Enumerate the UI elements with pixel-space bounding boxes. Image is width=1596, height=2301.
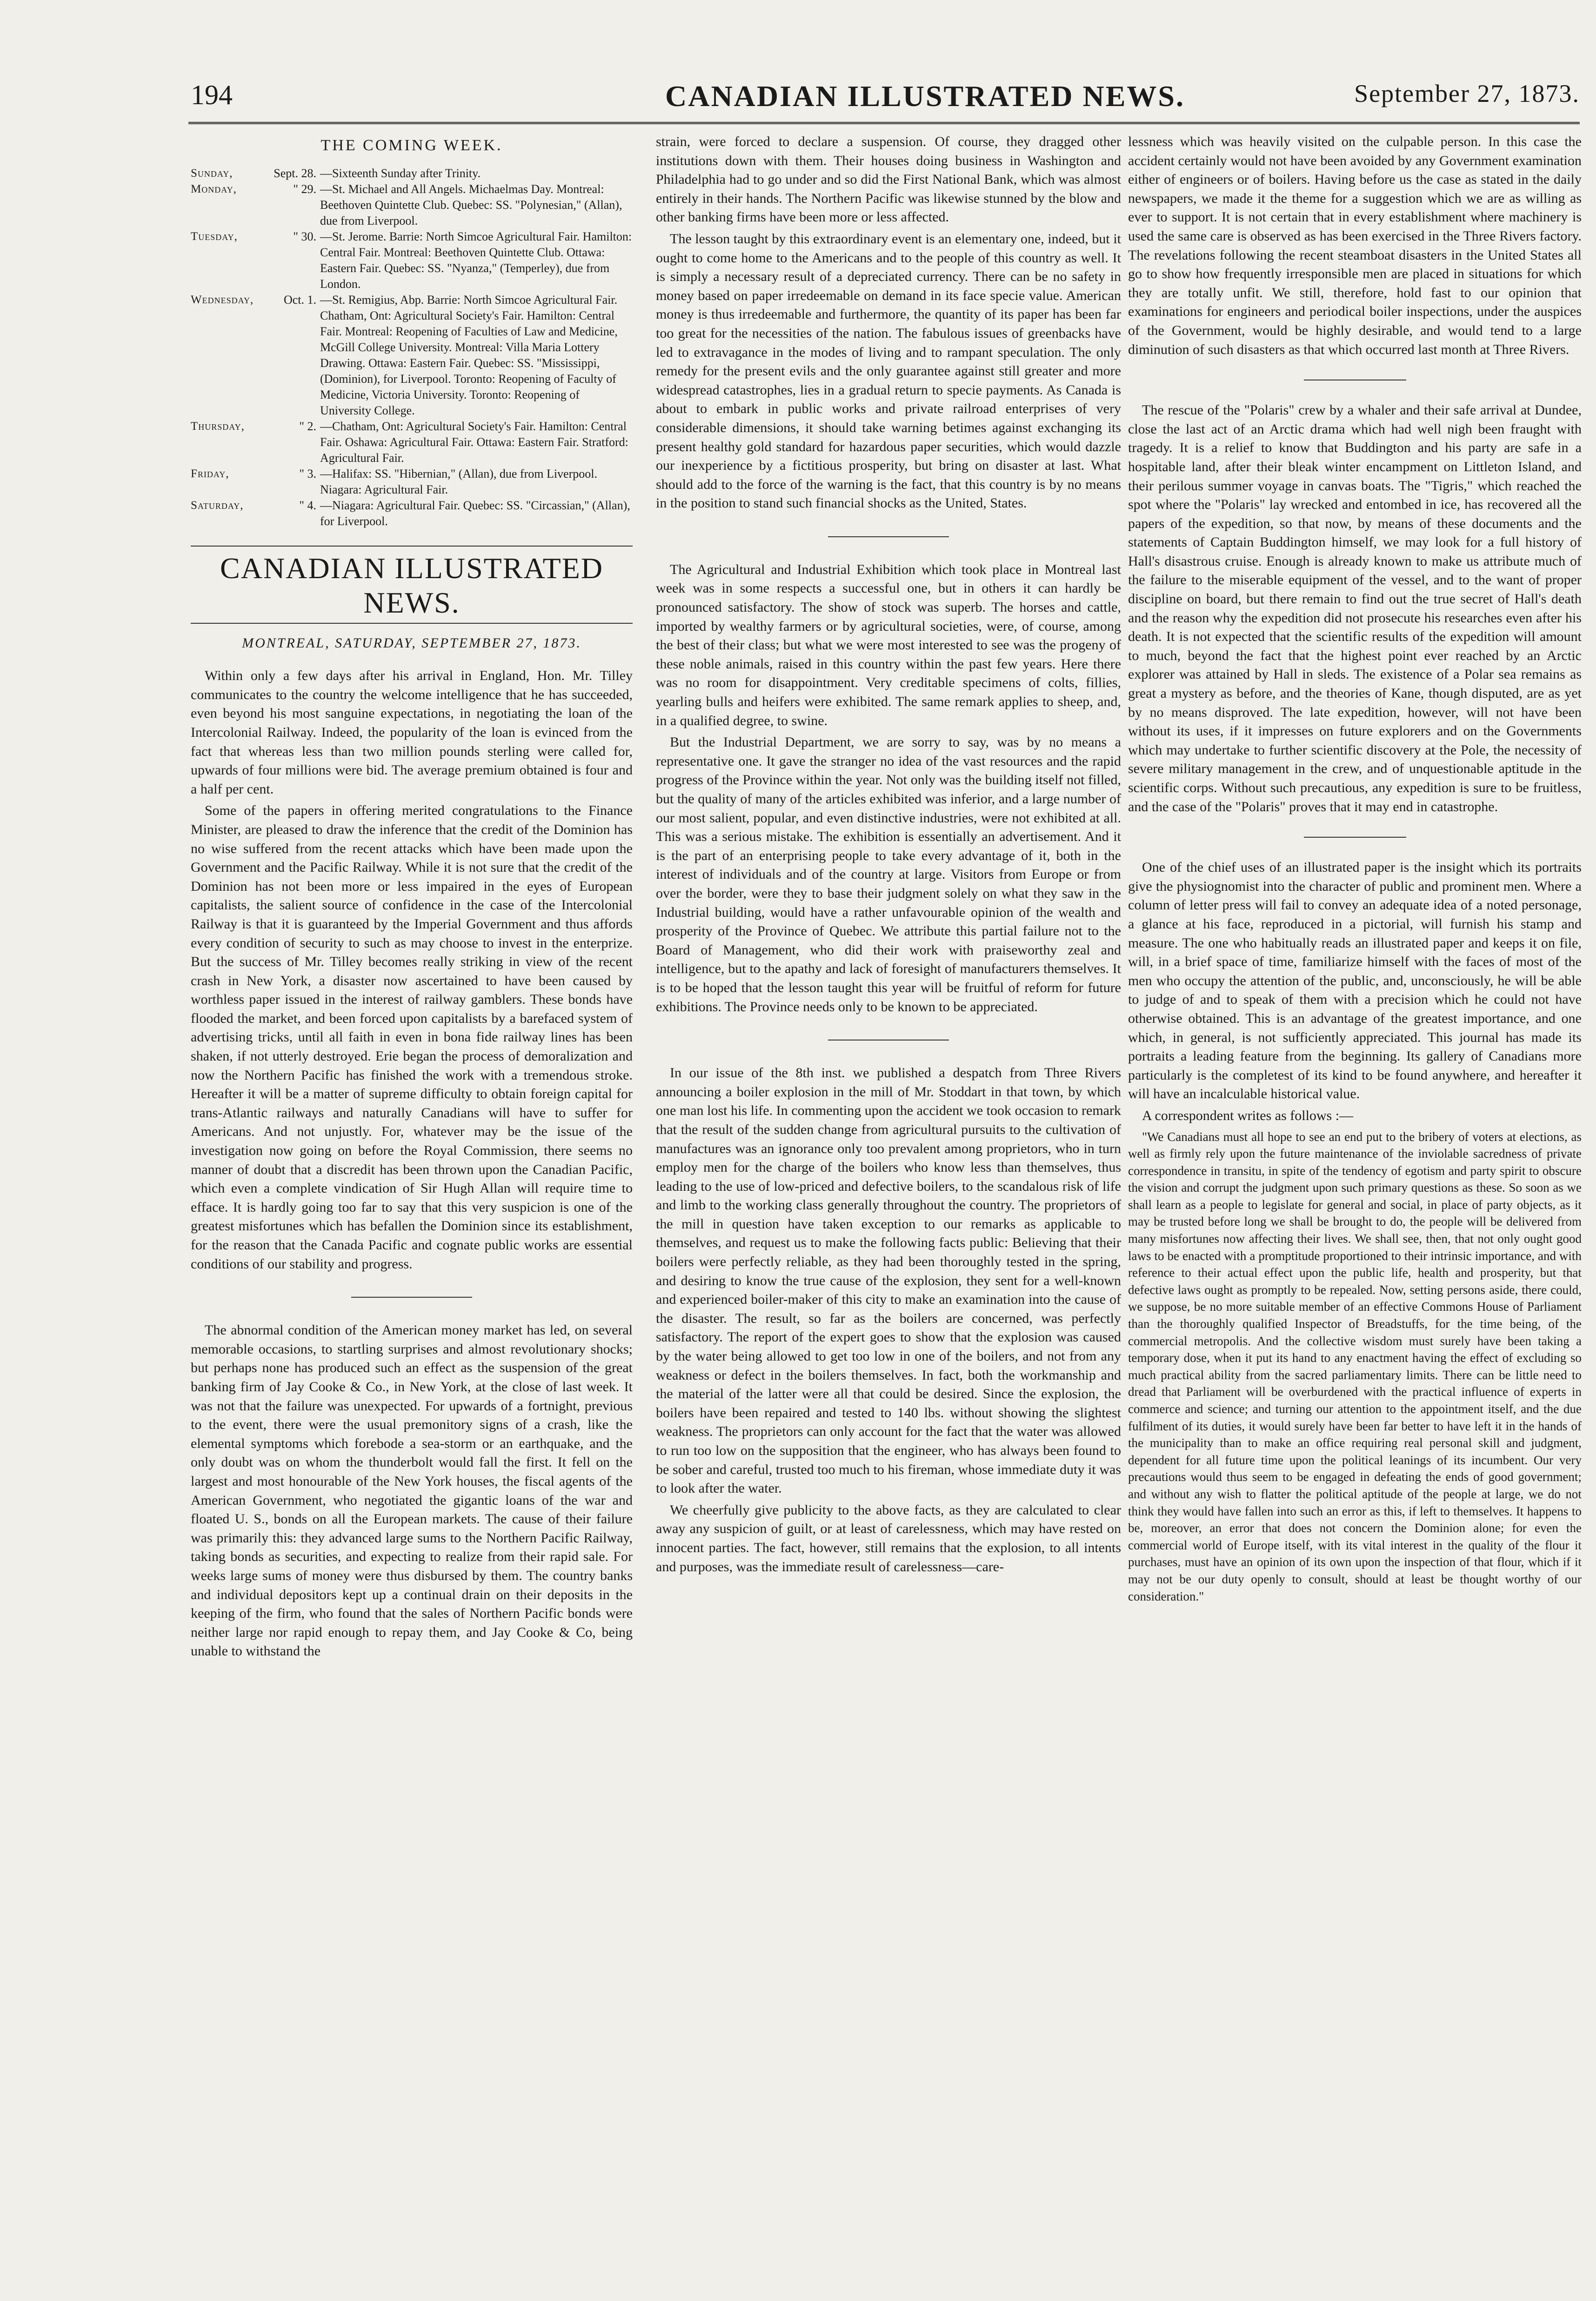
column-2 <box>656 133 1121 2281</box>
article-paragraph: The rescue of the "Polaris" crew by a whaler and their safe arrival at Dundee, close the last act of an Arctic drama which had well nigh been fraught with tragedy. It is a relief to know that Buddington and his party are safe in a hospitable land, after their bleak winter encampment on Littleton Island, and their perilous summer voyage in canvas boats. The "Tigris," which reached the spot where the "Polaris" lay wrecked and entombed in ice, has recovered all the papers of the expedition, so that now, by means of these documents and the statements of Captain Buddington himself, we may look for a full history of Hall's disastrous cruise. Enough is already known to make us attribute much of the failure to the miserable equipment of the vessel, and to the want of proper discipline on board, but there remain to find out the true secret of Hall's death and the reason why the expedition did not prosecute his researches even after his death. It is not expected that the scientific results of the expedition will amount to much, beyond the fact that the highest point ever reached by an Arctic explorer was attained by Hall in sleds. The existence of a Polar sea remains as great a mystery as before, and the theories of Kane, though disputed, are as yet by no means disproved. The late expedition, however, will not have been without its uses, if it impresses on future explorers and on the Governments which may undertake to further scientific discovery at the Pole, the necessity of severe military management in the crew, and of unquestionable aptitude in the scientific corps. Without such precautious, any expedition is sure to be fruitless, and the case of the "Polaris" proves that it may end in catastrophe. <box>1128 402 1582 814</box>
article-paragraph: lessness which was heavily visited on the culpable person. In this case the accident certainly would not have been avoided by any Government examination either of engineers or of boilers. Having before us the case as stated in the daily newspapers, we made it the theme for a suggestion which we are as willing as ever to support. It is not certain that in every establishment where machinery is used the same care is observed as has been exercised in the Three Rivers factory. The revelations following the recent steamboat disasters in the United States all go to show how frequently irresponsible men are placed in situations for which they are totally unfit. We still, therefore, hold fast to our opinion that examinations for engineers and periodical boiler inspections, under the auspices of the Government, would be highly desirable, and would tend to a large diminution of such disasters as that which occurred last month at Three Rivers. <box>1128 134 1582 357</box>
header-rule <box>188 122 1580 124</box>
dateline: MONTREAL, SATURDAY, SEPTEMBER 27, 1873. <box>242 635 581 651</box>
article-paragraph: In our issue of the 8th inst. we published a despatch from Three Rivers announcing a boiler explosion in the mill of Mr. Stoddart in that town, by which one man lost his life. In commenting upon the accident we took occasion to remark that the result of the sudden change from agricultural pursuits to the cultivation of manufactures was an ignorance only too prevalent among proprietors, who in turn employ men for the charge of the boilers who know less than themselves, thus leading to the use of low-priced and defective boilers, to the scandalous risk of life and limb to the working class generally throughout the country. The proprietors of the mill in question have taken exception to our remarks as applicable to themselves, and request us to make the following facts public: Believing that their boilers were perfectly reliable, as they had been thoroughly tested in the spring, and desiring to know the true cause of the explosion, they sent for a well-known and experienced boiler-maker of this city to make an examination into the cause of the disaster. The result, so far as the boilers are concerned, was perfectly satisfactory. The report of the expert goes to show that the explosion was caused by the water being allowed to get too low in one of the boilers, and not from any weakness or defect in the boilers themselves. In fact, both the workmanship and the material of the latter were all that could be desired. Since the explosion, the boilers have been repaired and tested to 140 lbs. without showing the slightest weakness. The proprietors can only account for the fact that the water was allowed to run too low on the supposition that the engineer, who has always been found to be sober and careful, trusted too much to his fireman, whose immediate duty it was to look after the water. <box>656 1065 1121 1496</box>
issue-date: September 27, 1873. <box>1354 80 1580 107</box>
article-paragraph: The Agricultural and Industrial Exhibition which took place in Montreal last week was in some respects a successful one, but in others it can hardly be pronounced satisfactory. The show of stock was superb. The horses and cattle, imported by wealthy farmers or by agricultural societies, were, of course, among the best of their class; but what we were most interested to see was the progeny of these noble animals, raised in this country within the past few years. Here there was no room for disappointment. Very creditable specimens of colts, fillies, yearling bulls and heifers were exhibited. The same remark applies to sheep, and, in a qualified degree, to swine. <box>656 561 1121 728</box>
table-row: Friday, " 3. —Halifax: SS. "Hibernian," (Allan), due from Liverpool. Niagara: Agricultural Fair. <box>191 467 597 496</box>
coming-week-table <box>191 166 633 529</box>
table-row: Saturday, " 4. —Niagara: Agricultural Fair. Quebec: SS. "Circassian," (Allan), for Liverpool. <box>191 498 630 528</box>
table-row: Monday, " 29. —St. Michael and All Angels. Michaelmas Day. Montreal: Beethoven Quintette Club. Quebec: SS. "Polynesian," (Allan), due from Liverpool. <box>191 182 622 227</box>
table-row: Sunday, Sept. 28. —Sixteenth Sunday after Trinity. <box>191 166 481 180</box>
section-divider <box>828 536 949 537</box>
masthead: CANADIAN ILLUSTRATED NEWS. <box>191 546 633 624</box>
running-header <box>191 79 1580 121</box>
article-paragraph: Some of the papers in offering merited congratulations to the Finance Minister, are pleased to draw the inference that the credit of the Dominion has no wise suffered from the recent attacks which have been made upon the Government and the Pacific Railway. While it is not sure that the credit of the Dominion has not been more or less impaired in the eyes of European capitalists, the salient source of confidence in the case of the Intercolonial Railway is that it is guaranteed by the Imperial Government and thus affords every condition of security to such as may choose to invest in the enterprize. But the success of Mr. Tilley becomes really striking in view of the recent crash in New York, a disaster now ascertained to have been caused by worthless paper issued in the interest of railway gamblers. These bonds have flooded the market, and been forced upon capitalists by a barefaced system of advertising tricks, until all faith in even in bona fide railway lines has been shaken, if not utterly destroyed. Erie began the process of demoralization and now the Northern Pacific has finished the work with a tremendous stroke. Hereafter it will be a matter of supreme difficulty to obtain foreign capital for trans-Atlantic railways and naturally Canadians will have to suffer for Americans. And not unjustly. For, whatever may be the issue of the investigation now going on before the Royal Commission, there seems no manner of doubt that a discredit has been thrown upon the Canadian Pacific, which even a complete vindication of Sir Hugh Allan will require time to efface. It is hardly going too far to say that this very suspicion is one of the greatest misfortunes which has befallen the Dominion since its establishment, for the reason that the Canada Pacific and cognate public works are essential conditions of our stability and progress. <box>191 803 633 1272</box>
article-paragraph: Within only a few days after his arrival in England, Hon. Mr. Tilley communicates to the country the welcome intelligence that he has succeeded, even beyond his most sanguine expectations, in negotiating the loan of the Intercolonial Railway. Indeed, the popularity of the loan is evinced from the fact that whereas less than two million pounds sterling were called for, upwards of four millions were bid. The average premium obtained is four and a half per cent. <box>191 668 633 797</box>
column-1 <box>191 133 633 2281</box>
correspondent-letter <box>1128 1128 1582 1605</box>
coming-week-heading: THE COMING WEEK. <box>321 137 503 154</box>
article-paragraph: The abnormal condition of the American money market has led, on several memorable occasions, to startling surprises and almost revolutionary shocks; but perhaps none has produced such an effect as the suspension of the great banking firm of Jay Cooke & Co., in New York, at the close of last week. It was not that the failure was unexpected. For upwards of a fortnight, previous to the event, there were the usual premonitory signs of a crash, like the elemental symptoms which forebode a sea-storm or an earthquake, and the only doubt was on whom the thunderbolt would fall the first. It fell on the largest and most honourable of the New York houses, the fiscal agents of the American Government, who negotiated the gigantic loans of the war and floated U. S., bonds on all the European markets. The cause of their failure was primarily this: they advanced large sums to the Northern Pacific Railway, taking bonds as securities, and expecting to realize from their rapid sale. For weeks large sums of money were thus disbursed by them. The country banks and individual depositors kept up a continual drain on their deposits in the keeping of the firm, who found that the sales of Northern Pacific bonds were neither large nor rapid enough to repay them, and Jay Cooke & Co, being unable to withstand the <box>191 1322 633 1659</box>
section-divider <box>1304 837 1406 838</box>
article-paragraph: A correspondent writes as follows :— <box>1142 1107 1354 1123</box>
table-row: Thursday, " 2. —Chatham, Ont: Agricultural Society's Fair. Hamilton: Central Fair. Oshawa: Agricultural Fair. Ottawa: Eastern Fair. Stratford: Agricultural Fair. <box>191 419 628 465</box>
article-paragraph: strain, were forced to declare a suspension. Of course, they dragged other institutions down with them. Their houses doing business in Washington and Philadelphia had to go under and so did the First National Bank, which was almost entirely in their hands. The Northern Pacific was likewise stunned by the blow and other banking firms have been more or less affected. <box>656 134 1121 225</box>
section-divider <box>351 1297 472 1298</box>
running-title: CANADIAN ILLUSTRATED NEWS. <box>665 80 1185 113</box>
article-paragraph: The lesson taught by this extraordinary event is an elementary one, indeed, but it ought to come home to the Americans and to the people of this country as well. It is simply a necessary result of a depreciated currency. There can be no safety in money based on paper irredeemable on demand in its face specie value. American money is thus irredeemable and furthermore, the quantity of its paper has been far too great for the necessities of the nation. The fabulous issues of greenbacks have led to extravagance in the modes of living and to rampant speculation. The only remedy for the present evils and the only guarantee against still greater and more widespread catastrophes, lies in a gradual return to specie payments. As Canada is about to embark in public works and private railroad enterprises of very considerable dimensions, it should take warning betimes against exchanging its present healthy gold standard for hazardous paper securities, which would dazzle our inexperience by a fictitious prosperity, but bring on disaster at last. What should add to the force of the warning is the fact, that this country is by no means in the position to stand such financial shocks as the United, States. <box>656 231 1121 511</box>
table-row: Tuesday, " 30. —St. Jerome. Barrie: North Simcoe Agricultural Fair. Hamilton: Central Fair. Montreal: Beethoven Quintette Club. Ottawa: Eastern Fair. Quebec: SS. "Nyanza," (Temperley), due from London. <box>191 229 632 291</box>
page-number: 194 <box>191 80 233 110</box>
table-row: Wednesday, Oct. 1. —St. Remigius, Abp. Barrie: North Simcoe Agricultural Fair. Chatham, Ont: Agricultural Society's Fair. Hamilton: Central Fair. Montreal: Reopening of Faculties of Law and Medicine, McGill College University. Montreal: Villa Maria Lottery Drawing. Ottawa: Eastern Fair. Quebec: SS. "Mississippi, (Dominion), for Liverpool. Toronto: Reopening of Faculty of Medicine, Victoria University. Toronto: Reopening of University College. <box>191 293 618 417</box>
article-paragraph: But the Industrial Department, we are sorry to say, was by no means a representative one. It gave the stranger no idea of the vast resources and the rapid progress of the Province within the year. Not only was the building itself not filled, but the quality of many of the articles exhibited was inferior, and a large number of our most salient, popular, and even distinctive industries, were not exhibited at all. This was a serious mistake. The exhibition is essentially an advertisement. And it is the part of an enterprising people to take every advantage of it, both in the interest of individuals and of the country at large. Visitors from Europe or from over the border, were they to base their judgment solely on what they saw in the Industrial building, would have a rather unfavourable opinion of the wealth and prosperity of the Province of Quebec. We attribute this partial failure not to the Board of Management, who did their work with praiseworthy zeal and intelligence, but to the apathy and lack of foresight of manufacturers themselves. It is to be hoped that the lesson taught this year will be fruitful of reform for future exhibitions. The Province needs only to be known to be appreciated. <box>656 734 1121 1014</box>
article-paragraph: We cheerfully give publicity to the above facts, as they are calculated to clear away any suspicion of guilt, or at least of carelessness, which may have rested on innocent parties. The fact, however, still remains that the explosion, to all intents and purposes, was the immediate result of carelessness—care- <box>656 1502 1121 1574</box>
letter-text: "We Canadians must all hope to see an end put to the bribery of voters at elections, as well as firmly rely upon the future maintenance of the inviolable sacredness of private correspondence in transitu, in spite of the tendency of egotism and party spirit to obscure the vision and corrupt the judgment upon such primary questions as these. So soon as we shall learn as a people to legislate for general and social, in place of party objects, as it may be trusted before long we shall be brought to do, the people will be delivered from many misfortunes now affecting their lives. We shall see, then, that not only ought good laws to be enacted with a promptitude proportioned to their intrinsic importance, and with reference to their actual effect upon the public life, health and prosperity, but that defective laws ought as promptly to be repealed. Now, setting persons aside, there could, we suppose, be no more suitable member of an effective Commons House of Parliament than the thoroughly qualified Inspector of Breadstuffs, for the time being, of the commercial metropolis. And the collective wisdom must surely have been taking a temporary dose, when it put its hand to any enactment having the effect of excluding so much practical ability from the sacred parliamentary limits. There can be little need to dread that Parliament will be overburdened with the practical influence of experts in commerce and science; and turning our attention to the appointment itself, and the due fulfilment of its duties, it would surely have been far better to have left it in the hands of the municipality than to make an office requiring real personal skill and judgment, dependent for all future time upon the political leanings of its incumbent. Our very precautions would thus seem to be engaged in defeating the ends of good government; and without any wish to flatter the political aptitude of the people at large, we do not think they would have fallen into such an error as this, if left to themselves. It happens to be, moreover, an error that does not concern the Dominion alone; for even the commercial world of Europe itself, with its vital interest in the quality of the flour it purchases, must have an opinion of its own upon the inspection of that flour, which if it may not be our duty openly to consult, should at least be thought worthy of our consideration." <box>1128 1129 1582 1603</box>
article-paragraph: One of the chief uses of an illustrated paper is the insight which its portraits give the physiognomist into the character of public and prominent men. Where a column of letter press will fail to convey an adequate idea of a noted personage, a glance at his face, reproduced in a pictorial, will furnish his stamp and measure. The one who habitually reads an illustrated paper and keeps it on file, will, in a brief space of time, familiarize himself with the faces of most of the men who occupy the attention of the public, and, unconsciously, he will be able to judge of and to speak of them with a precision which he could not have otherwise obtained. This is an advantage of the greatest importance, and one which, in general, is not sufficiently appreciated. This journal has made its portraits a leading feature from the beginning. Its gallery of Canadians more particularly is the completest of its kind to be found anywhere, and hereafter it will have an incalculable historical value. <box>1128 860 1582 1102</box>
column-3 <box>1128 133 1582 2281</box>
